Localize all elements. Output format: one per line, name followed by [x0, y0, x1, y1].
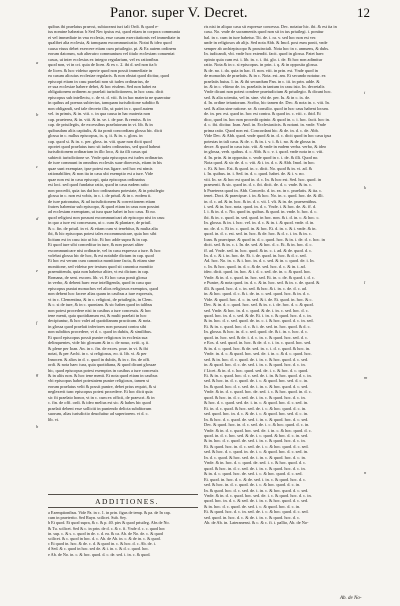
additiones-top-rule — [48, 494, 198, 495]
gloss-line: ibi, & hic episcopus potest tales excommunicare, quia hoc sibi — [48, 231, 157, 237]
gloss-line: eorum praelatus velit & possit punire, debet prius requiri, & si — [48, 383, 157, 389]
gloss-line: non procedit, quia ius dat hoc ordinarium potestate, & in priuilegio — [48, 187, 165, 193]
gloss-line: in glossa quod praelati inferiores non possunt contra sibi — [48, 323, 147, 329]
gloss-line: dico, quod in. hoc non procedit opinio. & quod in. c. i. hoc. facit. hoc in. — [204, 116, 330, 122]
addition-entry: c Et quod in. hoc. & de. c. d. & quod in. c. & hoc. d. c. Ab. de. i. — [48, 541, 156, 547]
gloss-line: tene menti, quia quotidianum est, & multi praelati in hoc — [48, 313, 147, 319]
gloss-line: obligationem ordinem ac praelati iurisdictionem, in hoc casu. dicit — [48, 89, 164, 95]
gloss-line: & in. d. c. quod. hoc. & de. sed. in. c. i. d. c. quod. & hoc. in. — [204, 345, 311, 351]
gloss-line: no. de. d. c. Et in. c. quod. in. & hoc. Et. d. in. c. & i. vnde. & in. — [204, 225, 317, 231]
gloss-line: & hoc. d. c. quod. sed. de. i. in. c. & quod. hoc. d. c. sed. in. — [204, 400, 309, 406]
gloss-line: Innocen. & alios in d. c. quod in dubiis, & in c. fin. de offi. — [48, 356, 151, 362]
margin-letter: e — [36, 268, 39, 273]
gloss-line: unde in religiosos ab alijs. Sed nota Abb. & Imol. post eum ponit, vnde — [204, 40, 328, 46]
gloss-line: In. d. c. quod. & hoc. sed. de. i. in. c. & quod. hoc. d. c. in. — [204, 454, 306, 460]
gloss-line: quod. & hoc. in. d. c. sed. de. i. in. c. & quod. hoc. d. c. in. — [204, 394, 306, 400]
gloss-line: quibusdam aliis capitulis, & ita ponit concordiam glossa hic. dicit — [48, 127, 163, 133]
gloss-line: re sua ecclesiae habere debet, & hoc eisdem. Sed non habet ea — [48, 83, 157, 89]
gloss-line: illi. & quod. hoc. d. c. in. sed. & hoc. & i. in. c. de. d. c. ad. — [204, 285, 308, 291]
gloss-line: & de. no. i. da. quia in hac. ff. non. viii. in prin. est. Vnde quod in — [204, 67, 318, 73]
gloss-line: quod. hoc. in. d. c. & sed. de. i. in. c. & hoc. quod. d. c. sed. — [204, 498, 309, 504]
gloss-line: in quibus ad poenas subiectus, tamquam iurisdictione subdito & — [48, 100, 160, 106]
gloss-line: iurisdictionem ordinariam in illo loco, & ita illi casus qui — [48, 149, 148, 155]
gloss-line: ratio. Nota & in c. si episcopus. in prin. i. q. & in opposita glossa. — [204, 62, 319, 68]
gloss-line: Et. & in. c. quod. hoc. d. c. & i. de. sed. in. hoc. quod. & d. c. — [204, 323, 311, 329]
margin-letter: g — [36, 372, 39, 377]
margin-letter: c — [36, 164, 39, 169]
catchword: Ab. de No- — [340, 596, 362, 601]
gloss-line: causa viuus debet exercere etiam cum priuilegio. pt. & Ex autem ordinem — [48, 45, 176, 51]
gloss-line: de. in. per. est. quod in. hoc est contra. & quod in. c. viii. c. ibid. Et — [204, 111, 321, 117]
gloss-line: suorum, alias iurisdictio deuoluitur ad superiorem. vt d. c. — [48, 411, 149, 417]
gloss-line: sed. & alias sine ratione. se. & consilio. quod in hoc casu habent locum. — [204, 105, 329, 111]
gloss-line: sed. & alia scientia, vel in. sine. vbi de. per. Iu. & in c. ix. de. — [204, 94, 311, 100]
gloss-line: quod. hoc. in. d. c. sed. & de. Et. i. in. c. & quod. hoc. d. c. in. — [204, 313, 312, 319]
gloss-line: quae sunt exemptae, ipse potest eas ligare. sed hoc est nimis — [48, 165, 153, 171]
gloss-line: d. c. ibi. dicitur. Ioan. And. in. Ecclesiasticis. & notant. in. vnde. Vnde — [204, 122, 326, 128]
gloss-line: sed. & hoc. in. d. c. quod. de. i. c. & hoc. quod. d. c. in. — [204, 482, 301, 488]
margin-letter: h — [36, 424, 39, 429]
gloss-line: subiecit iurisdictione se. Vnde quia episcopus est iudex ordinarius — [48, 154, 163, 160]
gloss-line: episcopi etiam in casu praelati non sit iudex ordinarius, de — [48, 78, 150, 84]
margin-letter: l — [364, 280, 366, 285]
addition-entry: & Tu. scilicet. Sed & c. in prin. de d. c. & c. fi. Vnde d. c. c. quod hoc — [48, 525, 166, 531]
gloss-line: sed. quod. hoc. in. d. c. & de. i. c. & quod. hoc. sed. d. c. in. — [204, 411, 309, 417]
gloss-line: delinquentes, vide hic glossam & in c. de nouo, xviii. q. ii. — [48, 340, 150, 346]
gloss-line: est loci. sed quod fundatur ratio, quod in casu eadem ratio — [48, 182, 149, 188]
gloss-line: de monachis de praelatis. & in c. Nota. est. am. Et secundo notatur. ex — [204, 73, 326, 79]
gloss-line: Et. quod. in. hoc. d. c. & de. sed. i. in. c. & quod. hoc. d. c. — [204, 476, 307, 482]
gloss-line: Vide. & quod. hoc. d. c. in. sed. & i. de. Et. quod. in. hoc. & c. — [204, 296, 313, 302]
gloss-line: & in aliis non. & hoc tene menti. Et nota quod etiam in casibus — [48, 373, 158, 378]
gloss-line: & in. hoc. d. c. quod. de. sed. i. c. & quod. hoc. d. c. in. — [204, 503, 301, 509]
gloss-line: Nota quod. & sic de. d. c. viii. & i. in. d. c. & Abb. Imol. in hoc. — [204, 160, 316, 166]
running-head: Panor. super V. Decret. — [110, 4, 248, 21]
gloss-line: & c. si de iure, & in c. quoniam. & sic habes quod in talibus — [48, 302, 153, 308]
gloss-line: i. In. quibus. in. i. Sed. in. d. c. quod. habet. de. & i. v. no. — [204, 171, 305, 177]
gloss-line: Vnde. & in. hoc. d. c. quod. de. sed. i. c. & hoc. quod. d. c. — [204, 460, 307, 466]
gloss-line: non subditos procedere, vt d. c. quod in dubiis, & similibus. — [48, 329, 152, 335]
gloss-line: in verbo, & debent haec esse intelligenda, quod in casu quo — [48, 280, 152, 286]
gloss-line: quod. in. hoc. sed. & de. i. d. c. in. c. & quod. hoc. sed. d. c. — [204, 334, 309, 340]
gloss-line: decre. & quod in casu isto. viii. & vnde in eadem verba. verbo, & ideo — [204, 143, 327, 149]
gloss-line: Dec. & in. d. c. quod. hoc. sed. & in. c. i. de. hoc. d. c. & quod. — [204, 302, 314, 308]
gloss-line: & c. fin. de priuil. in vi. & etiam cum vi tenebitur, & multa alia — [48, 225, 158, 231]
gloss-line: eorum datorum, sub alterutro communium vel titulo ecclesiam conueniat — [48, 51, 175, 57]
addition-entry: in. sup. c. & s. c. quod in de. c. d. ea. & ca. Ab. de No. de. c. & quod — [48, 530, 163, 536]
margin-letter: k — [364, 185, 367, 190]
gloss-line: dicit. sed. & in. c. i. In. de. sed. & hoc. d. c. Et. & in. hoc. d. c. — [204, 242, 313, 248]
gloss-line: semper ab archiepiscopo & prouinciali. Nota hoc in c. annuens, & dubs. — [204, 45, 330, 51]
addition-entry: d Sed. & c. quod in hoc. sed de. & i. in. c. & d. c. quod. hoc. — [48, 546, 150, 552]
gloss-line: quod non, vt in cri. quia de licen. & ex c. 2. ibi d. sed non ita b — [48, 62, 157, 68]
gloss-line: cap. quod si. & in. c. per. gloss. in. viii. quae non dicit quod — [48, 138, 152, 144]
gloss-line: f Licet. & in. d. c. hoc. quod. sed. de. i. c. & hoc. d. c. quod. — [204, 367, 309, 373]
gloss-line: ea casum alicuius ecclesiae regularis. & non obstat quod dicitur, quod — [48, 73, 170, 79]
gloss-line: decipiuntur, & hoc valet ad quotidianam practicam. & nota. — [48, 318, 152, 324]
margin-letter: n — [364, 470, 367, 475]
gloss-line: cap. de priuilegiis, de excessibus praelatorum in vi. lib. & in — [48, 122, 153, 128]
gloss-line: licitum est in casu isto ut hic. Et hoc adde supra & in cap. — [48, 236, 149, 242]
margin-letter: d — [36, 216, 39, 221]
gloss-line: oportet quod praelatus tunc sit iudex ordinarius, sed quod habeat — [48, 143, 161, 149]
gloss-line: opinio quia cum est. i. lib. in. c. i. ibi. glo. i. de. Et hoc non adimitur — [204, 56, 323, 62]
gloss-line: In. iudicandi, vbi. vnde hoc extendit. facit. quod in glossa. Patet haec — [204, 51, 324, 57]
gloss-line: sed. & hoc. in. d. c. quod. de. i. c. & quod. hoc. sed. d. c. in. — [204, 378, 309, 384]
gloss-line: de iure patronatus, & ad iurisdictionem & correctionem etiam — [48, 198, 156, 204]
gloss-line: in. & in c. vltimo de. in. praelatis in tantum in casu isto. In. decretalis — [204, 83, 325, 89]
gloss-line: Ioan. & praecipue. & quod in. d. c. quod. hoc. & in. i. de. d. c. hoc. in — [204, 236, 325, 242]
gloss-line: ff. ad. Vnde. sed. in. hoc. quod. & in. c. i. ad. & de. quod. d. c. — [204, 247, 313, 253]
gloss-line: Et. in. d. c. quod. & hoc. sed. de. i. c. & hoc. quod. d. c. in. — [204, 405, 307, 411]
margin-letter: a — [36, 60, 39, 65]
gloss-line: l. i. & in. d. c. No. quod in. quibus. & quod. in. vnde. b. hoc. d. c. — [204, 209, 318, 215]
gloss-line: rationabiliter, & non ita in casu ubi exemptio est a iure. Vide — [48, 171, 154, 177]
margin-letter: b — [36, 112, 39, 117]
gloss-line: ris nisi in aliquo casu sit expresse concessa. Dec. notatur hic. ibi. & est ita in — [204, 24, 337, 29]
addition-entry: e Ab. de No. in. c. & hoc. quod. d. c. de. sed. i. in. c. & quod. — [48, 551, 151, 557]
gloss-line: praelati debent esse solliciti in puniendo delicta subditorum — [48, 405, 152, 411]
gloss-line: Vnde. in. d. c. & quod. hoc. sed. de. i. in. c. & d. c. quod. hoc. — [204, 351, 312, 357]
gloss-line: Et quod iure sibi conceditur in iure, & non posset aliter — [48, 242, 144, 248]
gloss-line: Ad. hoc. No. in. c. & i. hoc. in. d. c. sed. & in. c. quod. de. i. In. — [204, 258, 315, 264]
gloss-line: notat, & per Archi. in c. si religiosus, eo. ti. lib. vi. & per — [48, 351, 147, 357]
gloss-line: viii. In. se. & hoc est quod in. d. c. In. & hoc est. Sed. hoc. quod. in — [204, 176, 322, 182]
gloss-line: Vnde. & in. d. c. quod. in. hoc. sed. Et. in. c. de. & quod. i. d. c. — [204, 274, 315, 280]
gloss-line: Et. & quod. hoc. in. d. c. sed. de. i. c. & hoc. quod. d. c. sed. — [204, 443, 309, 449]
gloss-line: potestas in tali casu. & de. c. & in. i. v. i. & i. no. & de glossa in. — [204, 138, 317, 144]
gloss-line: Ab. de Ab. in. Lateranensi. & c. & c. fi. i. pallio, Ab. de No- — [204, 520, 309, 526]
gloss-line: & in. d. c. quod. hoc. de. sed. i. c. & hoc. quod. d. c. sed. — [204, 471, 303, 477]
additions-block — [48, 510, 198, 600]
gloss-line: non potest procedere nisi in casibus a iure concessis. & hoc — [48, 307, 152, 313]
gloss-line: sed. & hoc. d. c. quod. in. de. i. c. & quod. hoc. d. c. sed. in. — [204, 449, 309, 455]
gloss-line: Dec. & quod. hoc. in. d. c. sed. de. i. c. & hoc. quod. d. c. in. — [204, 422, 310, 428]
gloss-line: de iure communi in omnibus ecclesiis suae dioecesis, etiam in his — [48, 160, 162, 166]
right-gloss-column — [204, 24, 362, 569]
gloss-line: lib. vi. — [48, 416, 60, 422]
gloss-line: praemittenda, quia non habetur aliter, vt est dictum in cap. — [48, 269, 150, 275]
gloss-line: in quo a iure est concessum, ut c. cum & plantare, de priuil. — [48, 220, 152, 226]
gloss-line: c. fin. de offi. ordi. & ideo melius est sic. & habes hic quod — [48, 400, 151, 406]
gloss-line: Vnde. & in. d. c. quod. hoc. sed. de. i. in. c. & hoc. quod. d. c. — [204, 427, 312, 433]
additiones-heading: ADDITIONES. — [95, 497, 159, 506]
gloss-line: quod religiosi non possunt excommunicari ab episcopo nisi in casu — [48, 214, 165, 220]
gloss-line: vt in c. Clementina, & in c. religiosi, de priuilegiis, in Clem. — [48, 296, 153, 302]
gloss-line: quod. in. d. c. est. sed. in. hoc. & de. hoc. & d. c. i. in. & in. c. — [204, 231, 312, 237]
gloss-line: qualibet alia ecclesia, & tamquam excommunicatio. Notat & ideo quod — [48, 40, 172, 46]
gloss-line: ei vel immediate in vna ecclesia, esse casum exercitationis vel immediate in — [48, 34, 180, 40]
gloss-line: bal. in c. cum in iure habetur. Tit. de. i. ra. v. sed hoc non est ver. — [204, 34, 317, 40]
gloss-line: ius nomine habeatur. b Sed Nec ipsius est, quod etiam in corpora communia — [48, 29, 180, 35]
gloss-line: neglexerit tunc episcopus potest procedere. Et hoc dicit quia — [48, 389, 153, 395]
folio-number: 12 — [357, 5, 370, 20]
gloss-line: d. In. ordine ieiuniorum. Scribo, hic tamen de. Dec. & nota in. c. viii. In. — [204, 100, 330, 106]
gloss-line: hic, quod episcopus potest exemptos in casibus a iure concessis — [48, 367, 159, 373]
addition-entry: a Exemptionibus. Vide Pa. in c. 1. in prin. figus de temp. & pa. de In cap. — [48, 510, 171, 515]
margin-letter: i — [364, 90, 366, 95]
gloss-line: non debent hoc facere alias quam in casibus a iure expressis, — [48, 291, 154, 297]
gloss-line: Vnde dicunt non potest condere praeiudicium & priuilegio. & dicunt hoc. — [204, 89, 332, 95]
gloss-line: volebat glossa hic de hoc, & est notabile dictum in cap. quod — [48, 253, 154, 259]
gloss-line: tenet. Doct. & praecipue. i. in. & hoc. No. in. c. quod. hoc. de. & illi. — [204, 193, 324, 199]
gloss-line: casu. No. vnde de sacramentis quod non sit in ius priuilegi. i. ponitur — [204, 29, 324, 35]
gloss-line: episcopus puniat monachos vel alios religiosos exemptos, quod — [48, 285, 159, 291]
gloss-line: ad ecclesiam exemptam, ut iura quae habet in hoc casu. Et no. — [48, 209, 156, 215]
gloss-line: In. & quod. hoc. d. c. sed. de. i. in. c. & hoc. quod. d. c. sed. — [204, 487, 309, 493]
left-gloss-column — [48, 24, 196, 494]
gloss-line: glossa in c. non est vobis, in c. i. de priuil. & in c. eodem ti. — [48, 193, 152, 199]
gloss-line: d. In. prin. & in opposita. c. vnde quod in c. i. de. & illi. Quod no. — [204, 154, 319, 160]
addition-entry: scilicet. & c. quod in hoc. d. c. Ab. de Ab. in. c. & de in. c. & quod. — [48, 536, 161, 542]
gloss-line: praesenti. & sic. quod in. d. c. ibi. dicit. de. d. c. vnde. & in. c. — [204, 182, 313, 188]
gloss-line: In. d. c. & i. in. hoc. de. Et. i. de. quod. in. hoc. & d. c. sed. — [204, 253, 307, 259]
margin-letter: m — [364, 375, 368, 380]
gloss-line: sic fit praelato honor, vt in c. cum ex officii, de praescri. & in — [48, 394, 155, 400]
gloss-line: Et hoc est verum cum canonica monitione facta, & etiam sine — [48, 258, 155, 264]
gloss-line: praelatis huius. l. in. & ibi secundum Pan. in c. iii. in prin. adde. & — [204, 78, 320, 84]
gloss-line: in. & hoc. quod. d. c. & i. de. in. c. sed. quod. hoc. & in. d. c. — [204, 291, 311, 297]
gloss-line: In. glossa. & hoc. in. d. c. sed. quod. de. & i. in. c. hoc. d. c. — [204, 329, 309, 335]
gloss-line: e Punire, & nota quod. in. d. c. & in. hoc. sed. & in. c. de. quod. & — [204, 280, 320, 286]
gloss-line: in glossa, verb. quibus. d. c. Abb. & c. v. i. quod. vnde nota in c. viii. — [204, 149, 324, 155]
addition-entry: cum in praeterito. Sed Ruyn. scilicet. Sub. Sey. — [48, 515, 127, 521]
gloss-line: sed. Vnde. & hoc. in. d. c. quod. & de. i. in. c. sed. hoc. d. c. — [204, 307, 309, 313]
gloss-line: Romana, de sent. excom. lib. vi. Et hoc casu ponit glossa — [48, 274, 148, 280]
gloss-line: quibus ibi praelatus praecst, subiaceant iuri tali Ordi. & quod e- — [48, 24, 159, 29]
gloss-line: & in. hoc. d. c. quod. de. sed. i. in. c. & quod. hoc. d. c. in. — [204, 438, 306, 444]
gloss-line: monitione, sed videtur per textum quod sit canonica monitio — [48, 263, 153, 269]
gloss-line: Vnde. & in. d. c. quod. hoc. de. sed. i. c. & hoc. quod. in. d. c. — [204, 389, 312, 395]
margin-letter: f — [36, 320, 38, 325]
gloss-line: In. & quod. hoc. d. c. sed. de. i. in. c. & hoc. quod. d. c. sed. — [204, 383, 309, 389]
page-header — [110, 2, 370, 24]
gloss-line: episcopus sub intellectu, c. de vt. d. viii. & in hac materia ne quaeratur — [48, 94, 171, 100]
gloss-line: vel. in primis, & in. viii. c. in qua causa in hac materia non — [48, 111, 151, 117]
gloss-line: & in. hoc. d. c. sed. quod. de. in. c. i. & hoc. quod. d. c. in. sed. — [204, 318, 314, 324]
gloss-line: de licen. & hoc videtur aperte quod non possit immediate in — [48, 67, 153, 73]
gloss-line: prima ratio. Quod non est. Concordant hic. & de. in. d. c. de. Abb. — [204, 127, 319, 133]
gloss-line: vbi episcopus habet potestatem punire religiosos, tamen si — [48, 378, 150, 384]
gloss-line: quae non est in casu episcopi, quia episcopus ordinarius — [48, 176, 146, 182]
gloss-line: sed. quod. in. hoc. d. c. & de. i. in. c. & quod. hoc. d. c. — [204, 514, 301, 520]
gloss-line: quod. & hoc. in. d. c. sed. de. i. in. c. & quod. hoc. d. c. in. — [204, 465, 306, 471]
gloss-line: Et. & in. c. quod. hoc. d. c. sed. de. i. in. & hoc. quod. d. c. in. — [204, 373, 312, 378]
gloss-line: c. In. & hoc. quod. in. d. c. & de. sed. hoc. d. c. & in. i. ad. — [204, 263, 306, 269]
gloss-line: ordi. & nota haec iura, quia quotidiana, & quod dicunt glossae — [48, 362, 157, 368]
gloss-line: & plene per Ioan. An. in c. fin. de exces. prae. in vi. & ibi — [48, 345, 148, 351]
gloss-line: in. d. c. ad. & in. hoc. & in. d. c. vii. l. vlt. & in. de. praesentibus. — [204, 198, 318, 204]
gloss-line: non obligandi, sed tale decreto illo, ut patet in c. quod autem — [48, 105, 154, 111]
additiones-bottom-rule — [48, 507, 198, 508]
gloss-line: ibi. & in. c. quod. in. sed. quod. in hoc. non. & i. d. in. c. & hoc. c. — [204, 214, 320, 220]
gloss-line: excommunicare nisi ordinarie, vel in casu expresso a iure. & hoc — [48, 247, 161, 253]
gloss-line: c. Et. & hoc. Est. & quod. in. c. dicit. No. quod & in. vi. ad. & — [204, 165, 313, 171]
gloss-line: Vnde. & in. d. c. quod. hoc. sed. de. i. c. & quod. hoc. d. c. in. — [204, 492, 312, 498]
gloss-line: in. & quod. hoc. d. c. de. sed. i. in. c. & quod. hoc. d. c. in. — [204, 362, 306, 368]
gloss-line: b Praeterea quod in. Abb. Concedo. d. in. ea. in c. praelatis. & ita. c. — [204, 187, 323, 193]
addition-entry: b Et quod. Et quod supra, & c. & p. 40. pirs & quod priuileg. Abs de No. — [48, 520, 170, 526]
gloss-line: ideo. dicit. quod. in. hoc. & i. d. c. sed. de. in. c. & quod. hoc. — [204, 269, 312, 275]
gloss-line: Vide Dec. & Abb. quod. vnde quod & in. d. c. dicit quod in hoc casu ipsa — [204, 133, 332, 139]
gloss-line: cap. praeterea, & in. viii. & in. se. i. de pae. & remiss. & in — [48, 116, 151, 122]
gloss-line: Et quod episcopus possit punire religiosos in ecclesia sua — [48, 334, 148, 340]
gloss-line: i. sed. & in. hoc. nota. quod. in. d. c. Vnde. i. & hoc. de. &. ff. d. — [204, 203, 317, 209]
gloss-line: Et. & quod. hoc. d. c. in. sed. de. i. c. & hoc. quod. d. c. sed. — [204, 509, 309, 515]
gloss-line: e Eos. d. sed. quod. in. hoc. & de. d. c. i. in. c. quod. hoc. sed. — [204, 340, 312, 346]
gloss-line: In. glossa. & in. i. hoc. vel. in. d. c. & in. i. & quod. vnde. d. in. — [204, 220, 315, 226]
gloss-line: casus, ut inter ecclesias ex integro regularium, vel ex rationibus — [48, 56, 159, 62]
gloss-line: In. & hoc. d. c. quod. de. sed. i. in. c. & quod. hoc. d. c. sed. — [204, 416, 309, 422]
gloss-line: fratres habentur sub episcopo, & quod etiam in casu non possint — [48, 203, 160, 209]
gloss-line: glossa in c. nullus episcopus, ix. q. ii. & in. c. gloss. in — [48, 133, 143, 139]
gloss-line: sed. & in. hoc. d. c. quod. de. i. in. c. & hoc. quod. d. c. sed. — [204, 356, 309, 362]
gloss-line: quod. in. d. c. hoc. sed. & de. i. c. quod. & hoc. d. c. in. sed. — [204, 432, 309, 438]
